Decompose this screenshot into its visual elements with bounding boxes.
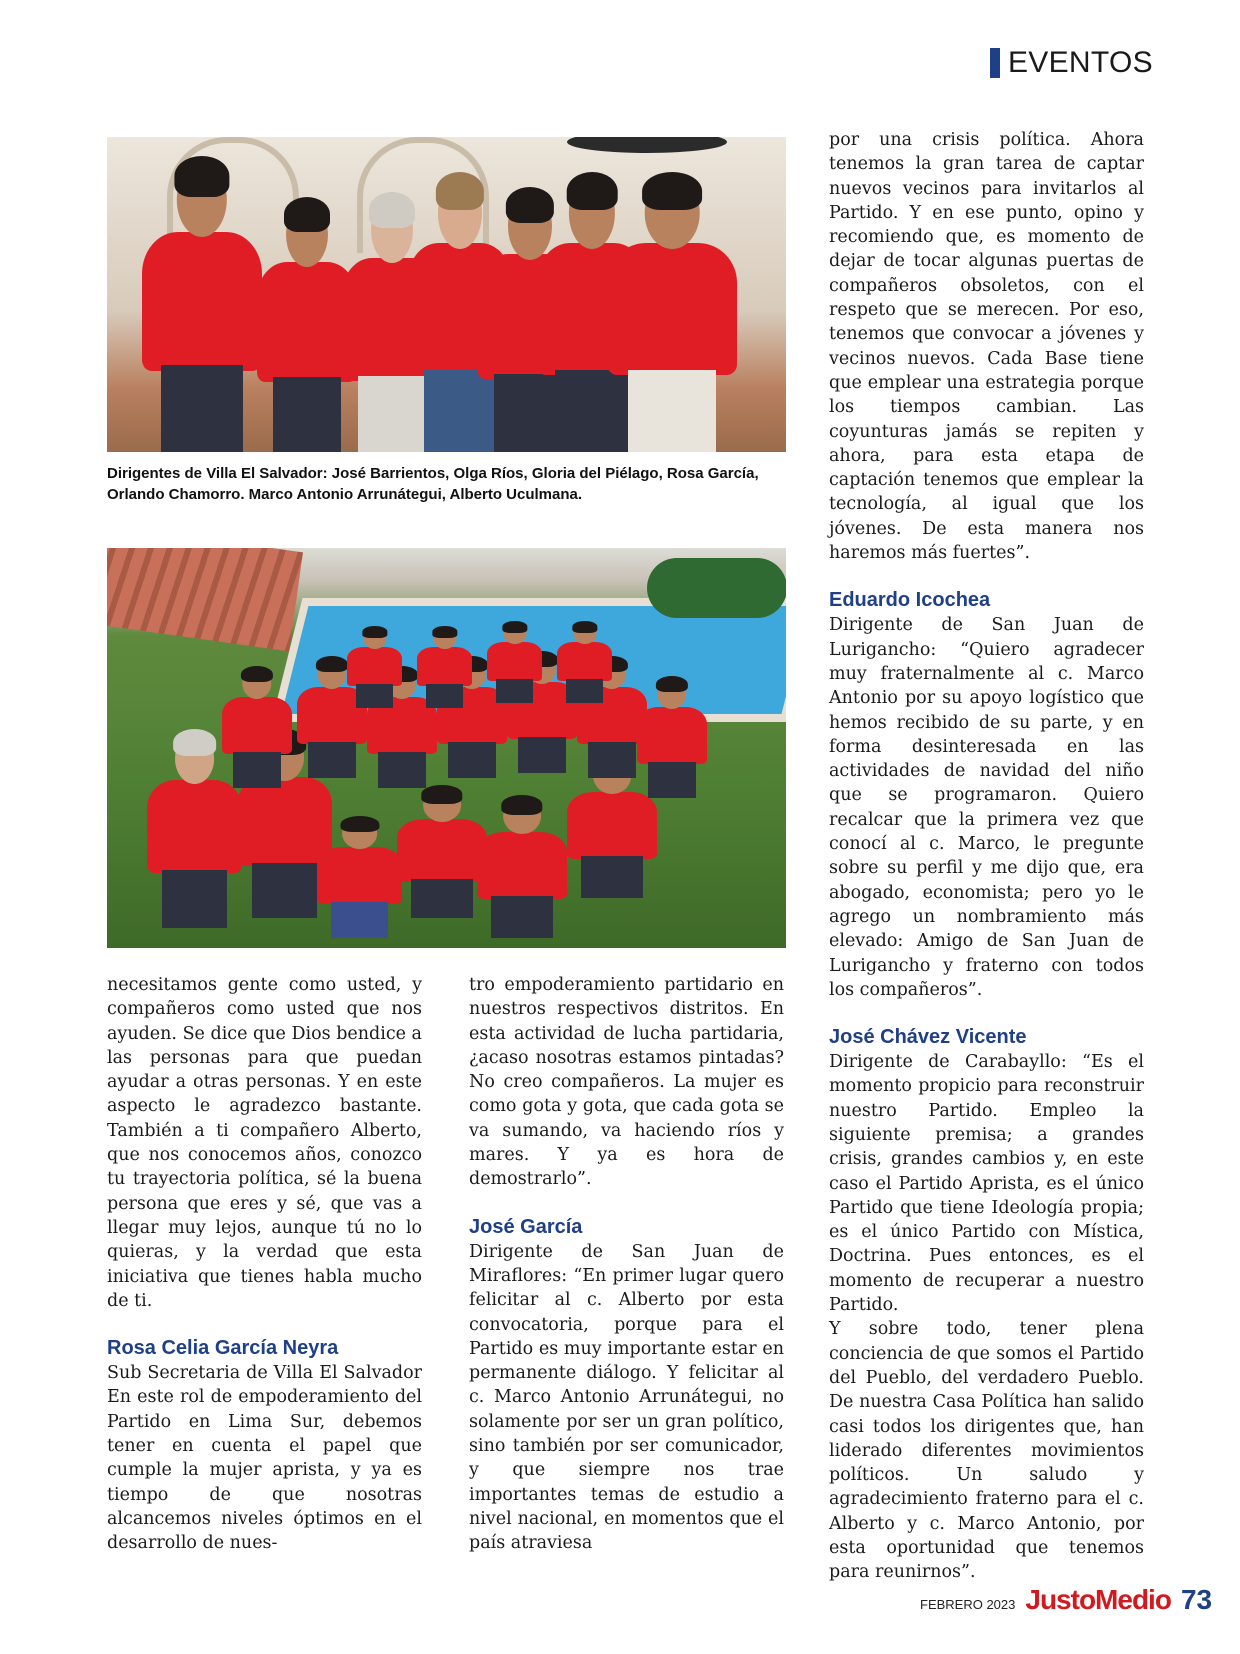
issue-date: FEBRERO 2023 bbox=[920, 1597, 1016, 1612]
person bbox=[487, 623, 542, 703]
person bbox=[397, 788, 487, 918]
speaker-heading: José Chávez Vicente bbox=[829, 1026, 1027, 1049]
person bbox=[417, 628, 472, 708]
paragraph: Y sobre todo, tener plena conciencia de que somos el Partido del Pueblo, del verdadero Pueblo. De nuestra Casa Política han salido casi todos los dirigentes que, han liderado diferentes movimientos políticos. Un saludo y agradecimiento fraterno para el c. Alberto y c. Marco Antonio, por esta oportunidad que tenemos para reunirnos”. bbox=[829, 1319, 1144, 1583]
paragraph: tro empoderamiento partidario en nuestros respectivos distritos. En esta actividad de lucha partidaria, ¿acaso nosotras estamos pintadas? No creo compañeros. La mujer es como gota y gota, que cada gota se va sumando, va haciendo ríos y mares. Y ya es hora de demostrarlo”. bbox=[469, 975, 784, 1190]
page-number: 73 bbox=[1180, 1584, 1213, 1615]
person bbox=[557, 623, 612, 703]
article-column-2 bbox=[469, 973, 784, 1556]
photo-villa-el-salvador-leaders bbox=[107, 137, 786, 452]
article-column-3 bbox=[829, 128, 1144, 1585]
person bbox=[347, 628, 402, 708]
speaker-heading: Rosa Celia García Neyra bbox=[107, 1337, 339, 1360]
person bbox=[477, 798, 567, 938]
section-accent-bar bbox=[990, 48, 1000, 78]
article-column-1 bbox=[107, 973, 422, 1556]
speaker-heading: José García bbox=[469, 1215, 583, 1238]
page-footer bbox=[920, 1584, 1212, 1616]
paragraph: por una crisis política. Ahora tenemos la gran tarea de captar nuevos vecinos para invitarlos al Partido. Y en ese punto, opino y recomiendo que, es momento de dejar de tocar algunas puertas de compañeros obsoletos, con el respeto que se merecen. Por eso, tenemos que convocar a jóvenes y vecinos nuevos. Cada Base tiene que emplear una estrategia porque los tiempos cambian. Las coyunturas jamás se repiten y ahora, para esta etapa de captación tenemos que emplear la tecnología, al igual que los jóvenes. De esta manera nos haremos más fuertes”. bbox=[829, 130, 1144, 564]
magazine-logo: JustoMedio bbox=[1025, 1584, 1171, 1615]
photo1-caption: Dirigentes de Villa El Salvador: José Barrientos, Olga Ríos, Gloria del Piélago, Rosa García, Orlando Chamorro. Marco Antonio Arrunátegui, Alberto Uculmana. bbox=[107, 465, 759, 503]
paragraph: Dirigente de San Juan de Lurigancho: “Quiero agradecer muy fraternalmente al c. Marco Antonio por su apoyo logístico que hemos recibido de su parte, y en forma desinteresada en las actividades de navidad del niño que se programaron. Quiero recalcar que la primera vez que conocí al c. Marco, le pregunte sobre su perfil y me dijo que, era abogado, economista; pero yo le agrego un nombramiento más elevado: Amigo de San Juan de Lurigancho y fraterno con todos los compañeros”. bbox=[829, 615, 1144, 1000]
ceiling-lamp bbox=[567, 137, 727, 153]
person bbox=[142, 162, 262, 452]
section-label: EVENTOS bbox=[1008, 46, 1153, 79]
paragraph: Dirigente de San Juan de Miraflores: “En primer lugar quero felicitar al c. Alberto por esta convocatoria, porque para el Partido es muy importante estar en permanente diálogo. Y felicitar al c. Marco Antonio Arrunátegui, no solamente por ser un gran político, sino también por ser comunicador, y que siempre nos trae importantes temas de estudio a nivel nacional, en momentos que el país atraviesa bbox=[469, 1241, 784, 1554]
person bbox=[317, 818, 402, 938]
person bbox=[222, 668, 292, 788]
person bbox=[607, 177, 737, 452]
paragraph: Dirigente de Carabayllo: “Es el momento propicio para reconstruir nuestro Partido. Empleo la siguiente premisa; a grandes crisis, grandes cambios y, en este caso el Partido Aprista, es el único Partido que tiene Ideología propia; es el único Partido con Mística, Doctrina. Pues entonces, es el momento de recuperar a nuestro Partido. bbox=[829, 1052, 1144, 1316]
paragraph: necesitamos gente como usted, y compañeros como usted que nos ayuden. Se dice que Dios bendice a las personas para que puedan ayudar a otras personas. Y en este aspecto le agradezco bastante. También a ti compañero Alberto, que nos conocemos años, conozco tu trayectoria política, sé la buena persona que eres y sé, que vas a llegar muy lejos, aunque tú no lo quieras, y la verdad que esta iniciativa que tienes habla mucho de ti. bbox=[107, 975, 422, 1311]
garden-shrubs bbox=[647, 558, 786, 618]
tile-roof bbox=[107, 548, 303, 651]
photo-group-by-pool bbox=[107, 548, 786, 948]
person bbox=[637, 678, 707, 798]
speaker-heading: Eduardo Icochea bbox=[829, 589, 991, 612]
paragraph: Sub Secretaria de Villa El Salvador En este rol de empoderamiento del Partido en Lima Sur, debemos tener en cuenta el papel que cumple la mujer aprista, y ya es tiempo de que nosotras alcancemos niveles óptimos en el desarrollo de nues- bbox=[107, 1363, 422, 1554]
section-tag bbox=[990, 46, 1153, 80]
